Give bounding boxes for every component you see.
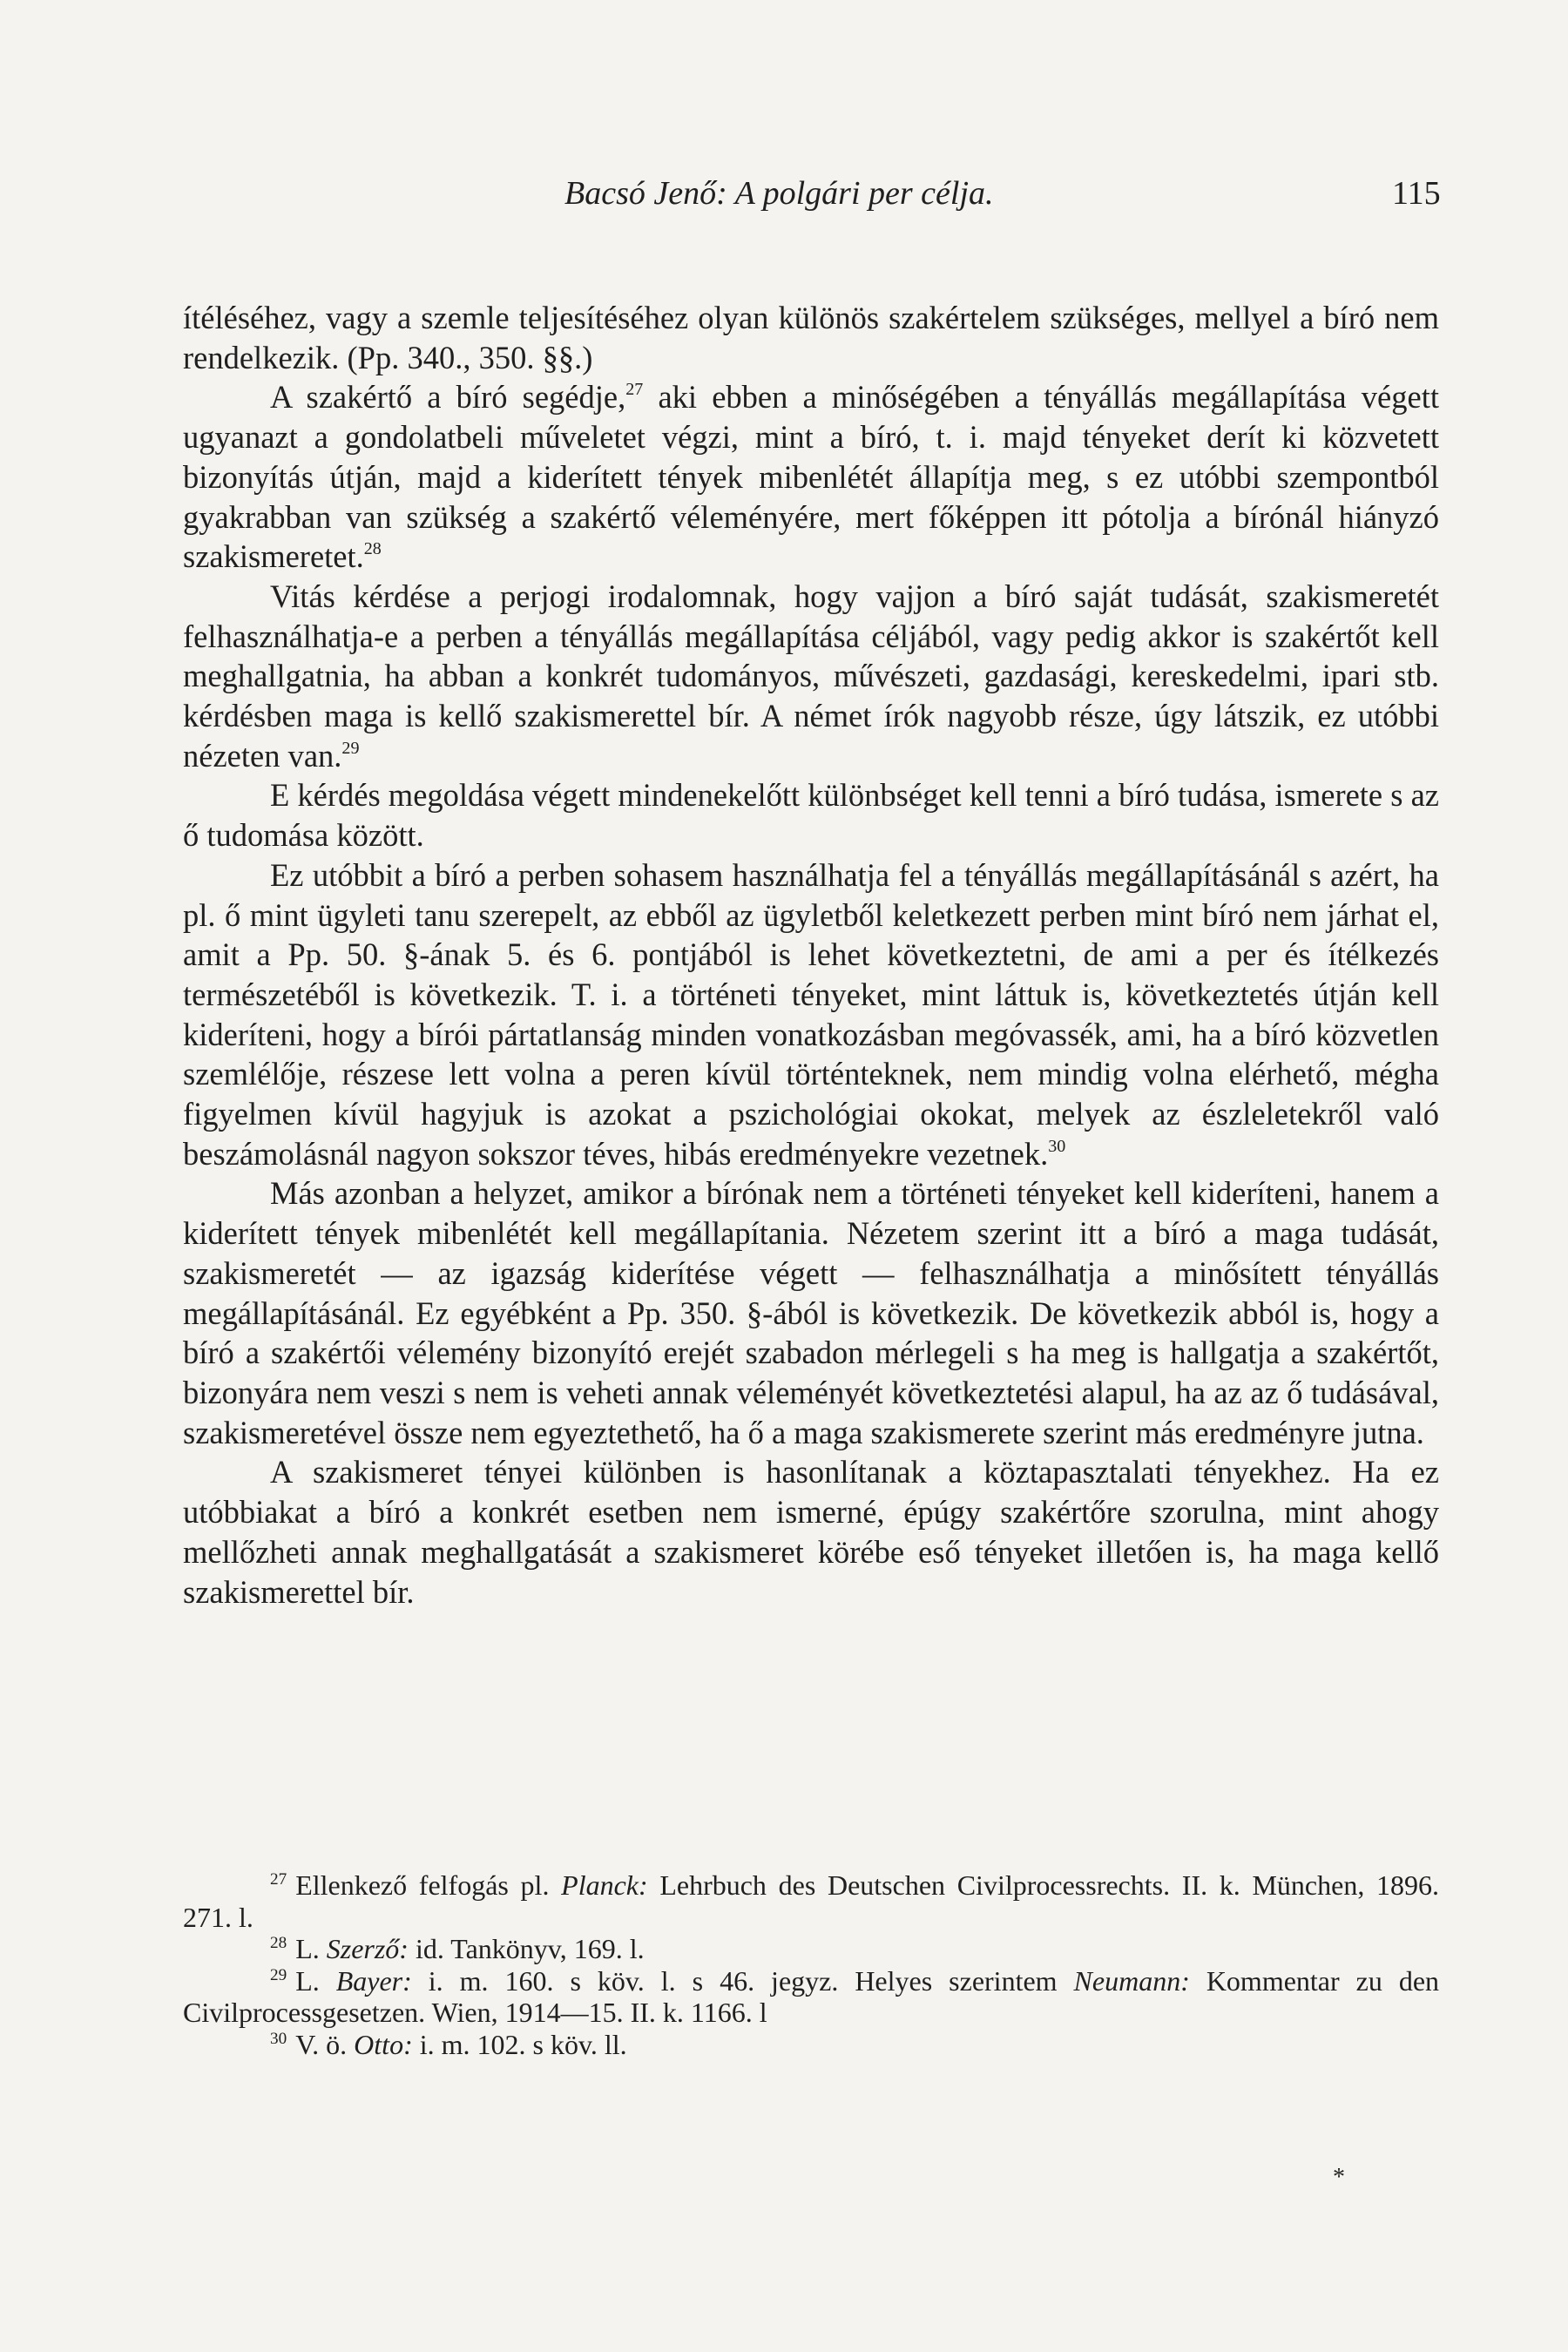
page-number: 115: [1392, 175, 1441, 212]
paragraph: A szakismeret tényei különben is hasonlítanak a köztapasztalati tényekhez. Ha ez utóbbiakat a bíró a konkrét esetben nem ismerné, épúgy szakértőre szorulna, mint ahogy mellőzheti annak meghallgatását a szakismeret körébe eső tényeket illetően is, ha maga kellő szakismerettel bír.: [183, 1454, 1439, 1610]
paragraph: A szakértő a bíró segédje,$^{27}$ aki ebben a minőségében a tényállás megállapítása végett ugyanazt a gondolatbeli műveletet végzi, mint a bíró, t. i. majd tényeket derít ki közvetett bizonyítás útján, majd a kiderített tények mibenlétét állapítja meg, s ez utóbbi szempontból gyakrabban van szükség a szakértő véleményére, mert főképpen itt pótolja a bírónál hiányzó szakismeretet.$^{28}$: [183, 379, 1439, 575]
running-title: Bacsó Jenő: A polgári per célja.: [564, 175, 994, 212]
footnote-ref: 29: [341, 738, 360, 758]
footnotes: [183, 1869, 1439, 2060]
paragraph: Vitás kérdése a perjogi irodalomnak, hogy vajjon a bíró saját tudását, szakismeretét felhasználhatja-e a perben a tényállás megállapítása céljából, vagy pedig akkor is szakértőt kell meghallgatnia, ha abban a konkrét tudományos, művészeti, gazdasági, kereskedelmi, ipari stb. kérdésben maga is kellő szakismerettel bír. A német írók nagyobb része, úgy látszik, ez utóbbi nézeten van.$^{29}$: [183, 578, 1439, 774]
paragraph: Ez utóbbit a bíró a perben sohasem használhatja fel a tényállás megállapításánál s azért, ha pl. ő mint ügyleti tanu szerepelt, az ebből az ügyletből keletkezett perben mint bíró nem járhat el, amit a Pp. 50. §-ának 5. és 6. pontjából is lehet következtetni, de ami a per és ítélkezés természetéből is következik. T. i. a történeti tényeket, mint láttuk is, következtetés útján kell kideríteni, hogy a bírói pártatlanság minden vonatkozásban megóvassék, ami, ha a bíró közvetlen szemlélője, részese lett volna a peren kívül történteknek, nem mindig volna elérhető, mégha figyelmen kívül hagyjuk is azokat a pszichológiai okokat, melyek az észleletekről való beszámolásnál nagyon sokszor téves, hibás eredményekre vezetnek.$^{30}$: [183, 856, 1439, 1172]
paragraph: ítéléséhez, vagy a szemle teljesítéséhez olyan különös szakértelem szükséges, mellyel a bíró nem rendelkezik. (Pp. 340., 350. §§.): [183, 300, 1439, 375]
footnote-ref: 27: [625, 380, 644, 400]
footnote-ref: 30: [1048, 1136, 1066, 1156]
footnote: $^{30}$ V. ö. Otto: i. m. 102. s köv. ll.: [270, 2028, 627, 2060]
footnote: $^{27}$ Ellenkező felfogás pl. Planck: Lehrbuch des Deutschen Civilprocessrechts. II. k. München, 1896. 271. l.: [183, 1869, 1440, 1933]
page-header: [0, 174, 1568, 226]
footnote: $^{29}$ L. Bayer: i. m. 160. s köv. l. s 46. jegyz. Helyes szerintem Neumann: Kommentar zu den Civilprocessgesetzen. Wien, 1914—15. II. k. 1166. l: [183, 1964, 1440, 2028]
asterisk-mark: *: [1333, 2164, 1345, 2191]
paragraph: Más azonban a helyzet, amikor a bírónak nem a történeti tényeket kell kideríteni, hanem a kiderített tények mibenlétét kell megállapítania. Nézetem szerint itt a bíró a maga tudását, szakismeretét — az igazság kiderítése végett — felhasználhatja a minősített tényállás megállapításánál. Ez egyébként a Pp. 350. §-ából is következik. De következik abból is, hogy a bíró a szakértői vélemény bizonyító erejét szabadon mérlegeli s ha meg is hallgatja a szakértőt, bizonyára nem veszi s nem is veheti annak véleményét következtetési alapul, ha az az ő tudásával, szakismeretével össze nem egyeztethető, ha ő a maga szakismerete szerint más eredményre jutna.: [183, 1175, 1439, 1450]
footnote: $^{28}$ L. Szerző: id. Tankönyv, 169. l.: [270, 1933, 645, 1964]
footnote-ref: 28: [363, 539, 382, 559]
paragraph: E kérdés megoldása végett mindenekelőtt különbséget kell tenni a bíró tudása, ismerete s az ő tudomása között.: [183, 777, 1439, 854]
body-text: [183, 298, 1439, 1612]
